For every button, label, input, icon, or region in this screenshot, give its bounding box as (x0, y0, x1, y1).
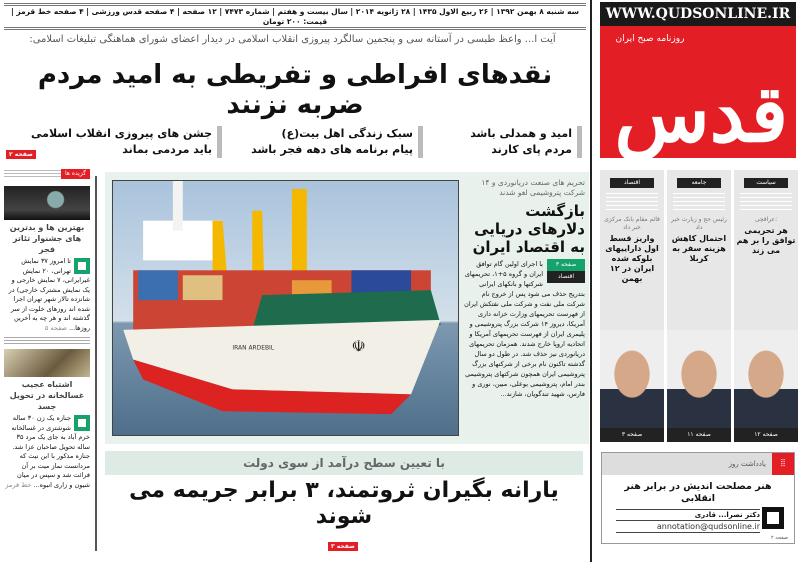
page-ref[interactable]: صفحه ۱۲ (734, 428, 798, 442)
sub-line: مردم پای کارند (491, 143, 572, 156)
section-tag: جامعه (677, 178, 721, 188)
page-ref[interactable]: صفحه ۱۱ (667, 428, 731, 442)
dateline (4, 3, 586, 30)
editorial-icon: ⦙⦙ (772, 453, 794, 475)
lines-decoration (606, 193, 658, 211)
editorial-box[interactable] (601, 452, 795, 544)
square-bullet-icon (74, 415, 90, 431)
dateline-text: سه شنبه ۸ بهمن ۱۳۹۲ | ۲۶ ربیع الاول ۱۴۳۵ | ۲۸ ژانویه ۲۰۱۴ | سال بیست و هفتم | شماره ۷۴۷۳ | ۱۲ صفحه | ۴ صفحه قدس ورزشی | ۴ صفحه خط قرمز | قیمت: ۲۰۰ تومان (10, 7, 580, 26)
page-tag[interactable]: صفحه ۲ (6, 150, 36, 159)
site-url[interactable]: WWW.QUDSONLINE.IR (600, 2, 796, 26)
portrait-photo (734, 330, 798, 428)
editorial-author: دکتر نصرا... قادری (616, 509, 760, 521)
divider (95, 176, 97, 551)
column-headline: واریز قسط اول داراییهای بلوکه شده ایران در ۱۲ بهمن (605, 234, 659, 283)
page-ref[interactable]: صفحه ۲ (771, 535, 788, 541)
column-headline: هر تحریمی توافق را بر هم می زند (736, 226, 796, 255)
page-ref[interactable]: صفحه ۵ (44, 323, 67, 332)
page-tag[interactable]: صفحه ۳ (328, 542, 358, 551)
column-society[interactable] (667, 170, 731, 442)
column-politics[interactable] (734, 170, 798, 442)
lines-decoration (673, 193, 725, 211)
body-text: تا امروز ۳۷ نمایش تهرانی، ۲۰ نمایش غیرایرانی، ۷ نمایش خارجی و یک نمایش مشترک خارجی) در شانزده تالار شهر تهران اجرا شده اند روزهای خلوت از سر گذشته اند و هر چه به آخرین روزها... (8, 257, 90, 332)
sub-story-2[interactable] (228, 126, 423, 158)
editorial-email[interactable]: annotation@qudsonline.ir (616, 521, 760, 533)
editorial-header (602, 453, 794, 475)
emblem: ☫ (351, 336, 366, 356)
cargo-ship-photo (112, 180, 459, 436)
main-headline[interactable]: بازگشت دلارهای دریایی به اقتصاد ایران (472, 202, 585, 256)
ship-name: IRAN ARDEBIL (232, 344, 275, 352)
story-body (4, 257, 90, 333)
section-header (4, 170, 90, 178)
column-headline: احتمال کاهش هزینه سفر به کربلا (671, 234, 727, 263)
body-text: با اجرای اولین گام توافق ایران و گروه ۵+۱، تحریمهای شرکتها و بانکهای ایرانی بتدریج حذف می شود پس از خروج نام شرکت ملی نفت و شرکت ملی نفتکش ایران از فهرست تحریمهای وزارت خزانه داری آمریکا، دیروز ۱۴ شرکت بزرگ پتروشیمی و پلیمری ایران از فهرست تحریمهای آمریکا و اتحادیه اروپا خارج شدند. همزمان تحریمهای دریانوردی نیز حذف شد. در طول دو سال گذشته تاکنون نام برخی از شرکتهای بزرگ پتروشیمی ایران همچون شرکتهای پتروشیمی بندر امام، پتروشیمی بوعلی، مبین، نوری و فارس، شهید تندگویان، شازند... (464, 260, 585, 398)
portrait-photo (600, 330, 664, 428)
section-tag: سیاست (744, 178, 788, 188)
square-bullet-icon (74, 258, 90, 274)
story-title[interactable]: اشتباه عجیب غسالخانه در تحویل جسد (9, 380, 85, 411)
lead-headline[interactable]: نقدهای افراطی و تفریطی به امید مردم ضربه نزنند (37, 60, 553, 120)
sub-line: جشن های پیروزی انقلاب اسلامی (31, 127, 212, 140)
column-kicker: رئیس حج و زیارت خبر داد (671, 216, 727, 231)
logo-tagline: روزنامه صبح ایران (615, 34, 685, 44)
story-title[interactable]: بهترین ها و بدترین های جشنوار تئاتر فجر (9, 223, 85, 254)
sub-line: امید و همدلی باشد (470, 127, 572, 140)
page-ref[interactable]: صفحه ۳ (600, 428, 664, 442)
morgue-photo (4, 349, 90, 377)
quote-square-icon (762, 507, 784, 529)
masthead-logo[interactable] (600, 2, 796, 158)
divider (4, 337, 90, 345)
source-ref: خط قرمز (5, 480, 32, 489)
editorial-label: یادداشت روز (728, 460, 766, 468)
column-economy[interactable] (600, 170, 664, 442)
body-text: جنازه یک زن ۳۰ ساله شوشتری در غسالخانه خرم آباد به جای یک مرد ۳۵ ساله تحویل صاحبان عزا شد. جنازه مذکور با این نیت که مردانست نماز میت بر آن قرائت شد و سپس در میان شیون و زاری انبوه... (11, 414, 90, 489)
bottom-headline[interactable]: یارانه بگیران ثروتمند، ۳ برابر جریمه می شوند (129, 478, 559, 529)
sub-line: پیام برنامه های دهه فجر باشد (251, 143, 413, 156)
theater-photo (4, 186, 90, 220)
sub-line: باید مردمی بماند (122, 143, 212, 156)
ship-illustration (113, 181, 458, 435)
bottom-kicker: با تعیین سطح درآمد از سوی دولت (105, 451, 583, 475)
section-tag: اقتصاد (547, 271, 585, 283)
column-kicker: قائم مقام بانک مرکزی خبر داد (604, 216, 660, 231)
main-kicker: تحریم های صنعت دریانوردی و ۱۴ شرکت پتروشیمی لغو شدند (481, 178, 585, 197)
left-column (4, 170, 90, 490)
story-tags (547, 259, 585, 283)
page-tag[interactable]: صفحه ۳ (547, 259, 585, 271)
portrait-photo (667, 330, 731, 428)
logo-wordmark: قدس (614, 69, 788, 160)
editorial-title: هنر مصلحت اندیش در برابر هنر انقلابی (624, 481, 772, 504)
column-kicker: عراقچی: (754, 216, 778, 223)
sub-line: سبک زندگی اهل بیت(ع) (281, 127, 413, 140)
sub-story-1[interactable] (440, 126, 582, 158)
section-label: گزیده ها (61, 169, 90, 179)
story-body (4, 414, 90, 490)
main-story-text (463, 178, 585, 399)
lines-decoration (740, 193, 792, 211)
sub-story-3[interactable] (31, 126, 222, 158)
main-body (463, 259, 585, 399)
section-tag: اقتصاد (610, 178, 654, 188)
lead-kicker: آیت ا... واعظ طبسی در آستانه سی و پنجمین سالگرد پیروزی انقلاب اسلامی در دیدار اعضای شورای هماهنگی تبلیغات اسلامی: (29, 34, 556, 45)
column-divider (590, 0, 592, 562)
